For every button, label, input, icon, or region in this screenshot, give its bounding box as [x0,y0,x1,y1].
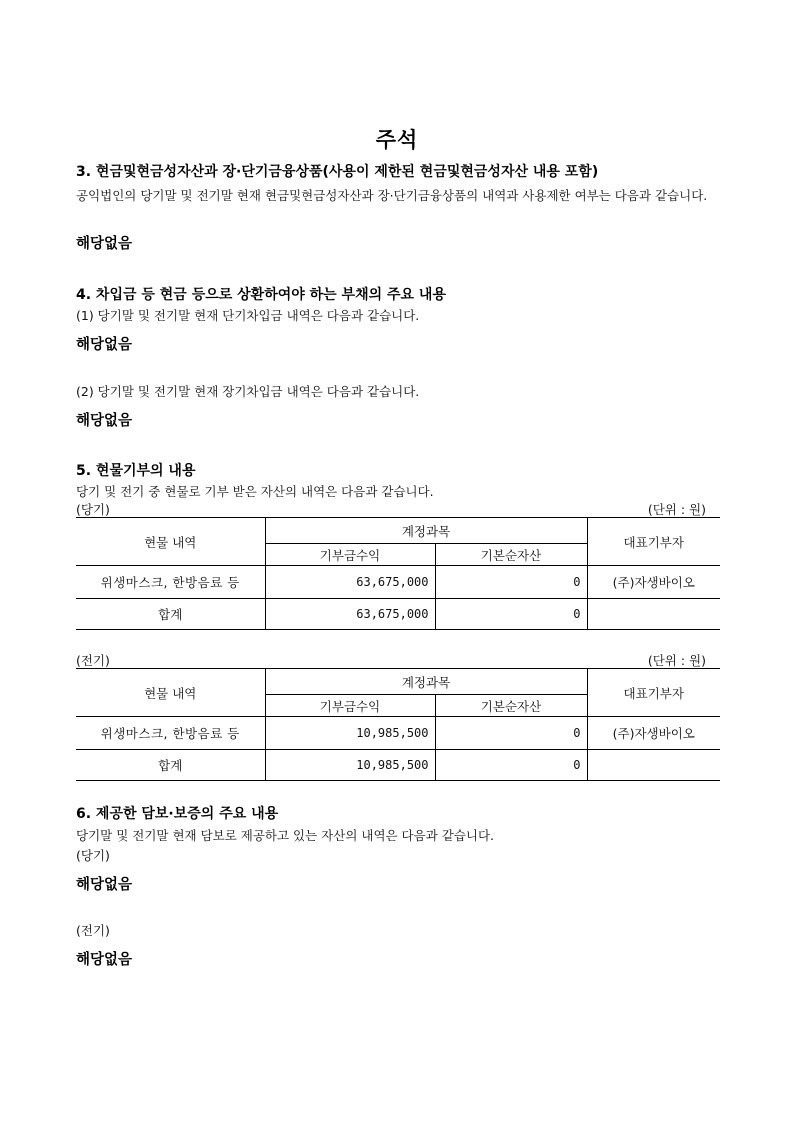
section-6-text: 당기말 및 전기말 현재 담보로 제공하고 있는 자산의 내역은 다음과 같습니다. [76,828,495,843]
total-net-assets: 0 [435,599,587,630]
cell-donor: (주)자생바이오 [587,717,720,750]
section-4-heading: 4. 차입금 등 현금 등으로 상환하여야 하는 부채의 주요 내용 [76,287,446,303]
section-6-heading: 6. 제공한 담보·보증의 주요 내용 [76,806,279,822]
cell-net-assets: 0 [435,566,587,599]
header-account: 계정과목 [265,518,587,544]
donation-table-current [76,517,720,630]
section-3-heading: 3. 현금및현금성자산과 장·단기금융상품(사용이 제한된 현금및현금성자산 내용 포함) [76,164,599,180]
section-6-none-2: 해당없음 [76,952,133,968]
section-5-text: 당기 및 전기 중 현물로 기부 받은 자산의 내역은 다음과 같습니다. [76,484,434,499]
header-item: 현물 내역 [76,518,265,566]
section-3-none: 해당없음 [76,236,133,252]
table-row [76,566,720,599]
section-5-heading: 5. 현물기부의 내용 [76,463,196,479]
header-net-assets: 기본순자산 [435,695,587,717]
section-6-none-1: 해당없음 [76,877,133,893]
cell-revenue: 63,675,000 [265,566,435,599]
donation-table-prior [76,668,720,781]
section-4-none-1: 해당없음 [76,337,133,353]
section-4-sub1: (1) 당기말 및 전기말 현재 단기차입금 내역은 다음과 같습니다. [76,308,420,323]
total-net-assets: 0 [435,750,587,781]
total-row [76,599,720,630]
header-item: 현물 내역 [76,669,265,717]
cell-item: 위생마스크, 한방음료 등 [76,717,265,750]
total-donor [587,599,720,630]
page-title: 주석 [375,128,419,152]
section-4-none-2: 해당없음 [76,413,133,429]
section-6-prior-label: (전기) [76,923,110,938]
cell-donor: (주)자생바이오 [587,566,720,599]
total-label: 합계 [76,599,265,630]
table-row [76,717,720,750]
header-donor: 대표기부자 [587,669,720,717]
prior-period-label: (전기) [76,653,110,668]
total-revenue: 63,675,000 [265,599,435,630]
total-revenue: 10,985,500 [265,750,435,781]
cell-item: 위생마스크, 한방음료 등 [76,566,265,599]
section-4-sub2: (2) 당기말 및 전기말 현재 장기차입금 내역은 다음과 같습니다. [76,384,420,399]
cell-net-assets: 0 [435,717,587,750]
unit-label: (단위 : 원) [647,502,706,517]
cell-revenue: 10,985,500 [265,717,435,750]
total-donor [587,750,720,781]
header-donor: 대표기부자 [587,518,720,566]
section-3-text: 공익법인의 당기말 및 전기말 현재 현금및현금성자산과 장·단기금융상품의 내역과 사용제한 여부는 다음과 같습니다. [76,188,708,203]
current-period-label: (당기) [76,502,110,517]
header-revenue: 기부금수익 [265,695,435,717]
section-6-current-label: (당기) [76,848,110,863]
total-label: 합계 [76,750,265,781]
header-account: 계정과목 [265,669,587,695]
unit-label-prior: (단위 : 원) [647,653,706,668]
header-net-assets: 기본순자산 [435,544,587,566]
header-revenue: 기부금수익 [265,544,435,566]
total-row [76,750,720,781]
